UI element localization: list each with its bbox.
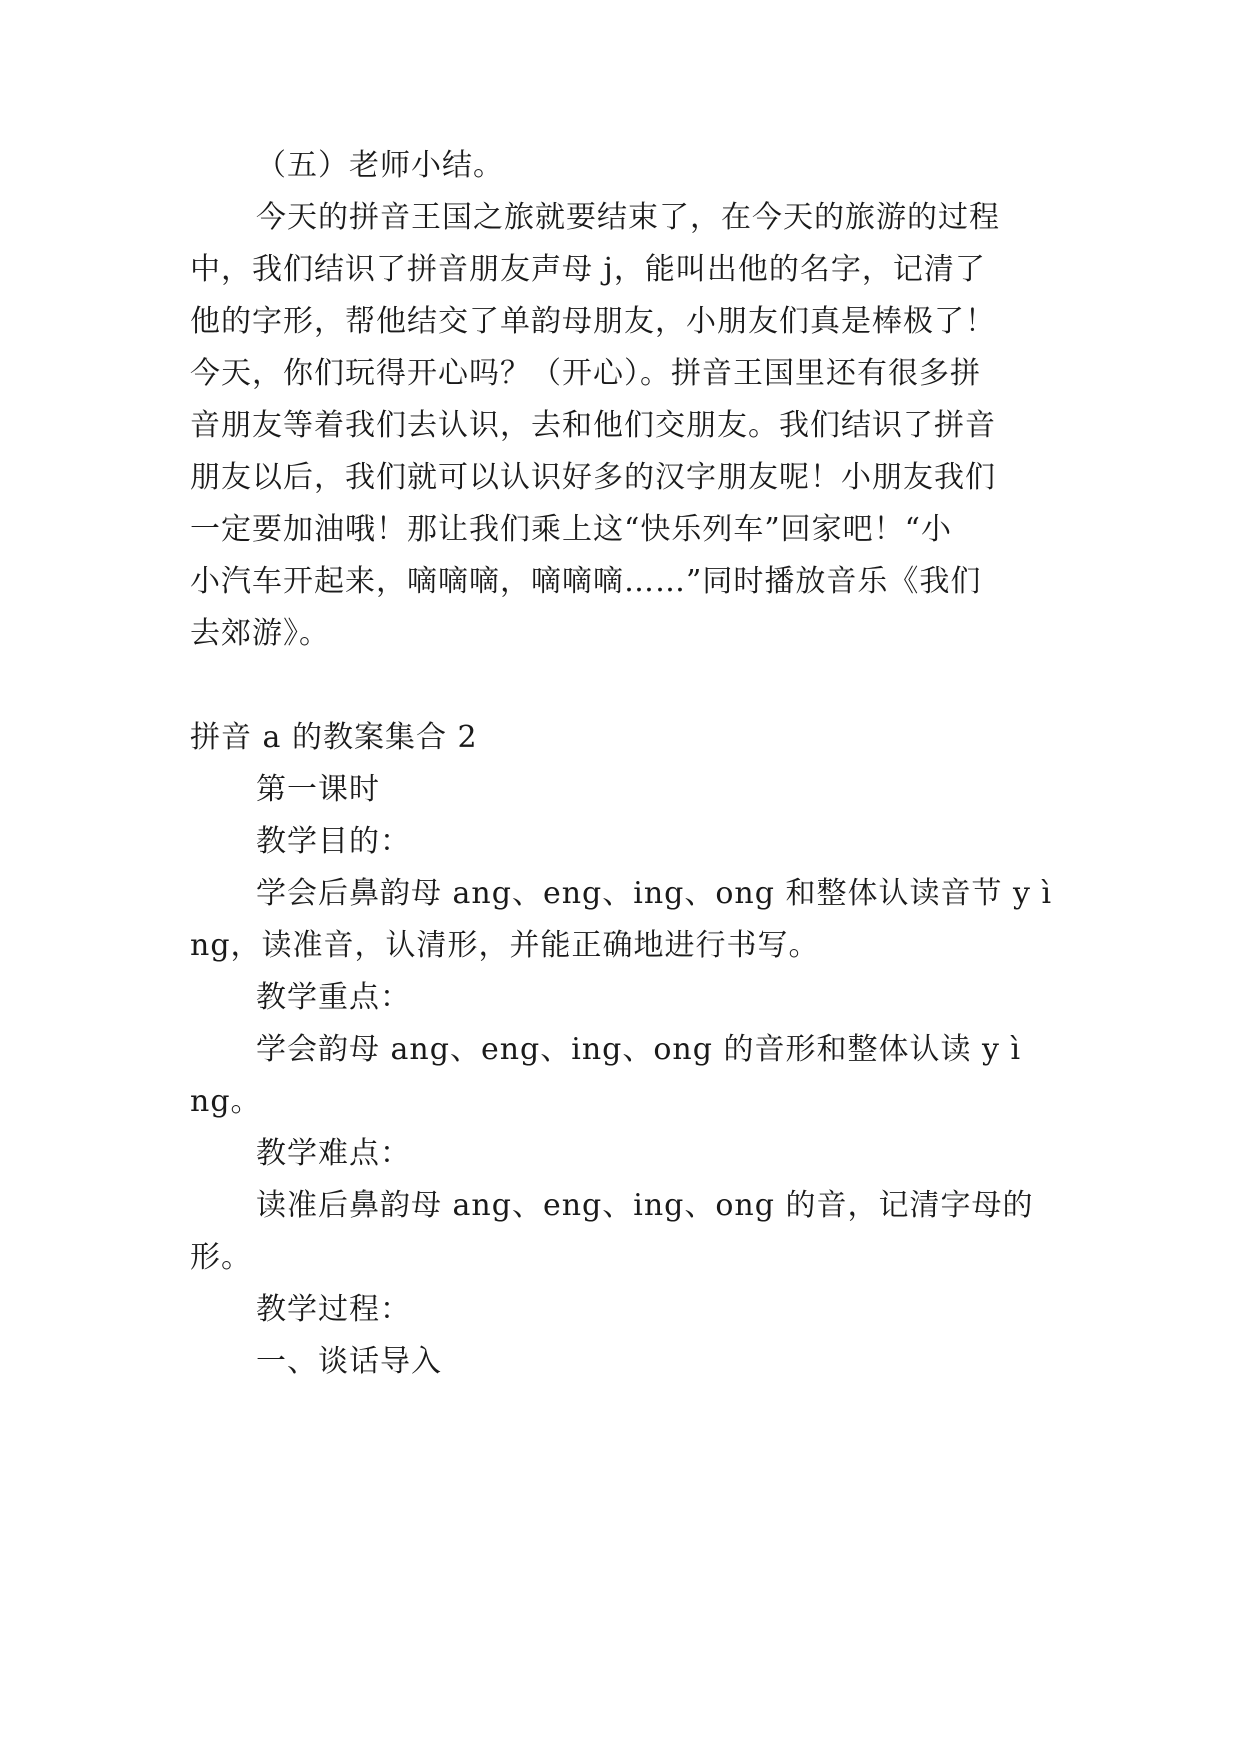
paragraph-line: 音朋友等着我们去认识，去和他们交朋友。我们结识了拼音 [190, 408, 996, 443]
paragraph-line: 朋友以后，我们就可以认识好多的汉字朋友呢！小朋友我们 [190, 460, 996, 495]
key-point-line: ng。 [190, 1084, 262, 1119]
process-label: 教学过程： [256, 1292, 411, 1327]
key-point-line: 学会韵母 ang、eng、ing、ong 的音形和整体认读 y ì [256, 1032, 1022, 1067]
process-step: 一、谈话导入 [256, 1344, 442, 1379]
paragraph-line: 他的字形，帮他结交了单韵母朋友，小朋友们真是棒极了！ [190, 304, 996, 339]
lesson-title: 拼音 a 的教案集合 2 [190, 720, 478, 755]
difficulty-label: 教学难点： [256, 1136, 411, 1171]
section-heading: （五）老师小结。 [256, 148, 504, 183]
paragraph-line: 去郊游》。 [190, 616, 330, 651]
lesson-period: 第一课时 [256, 772, 380, 807]
objective-line: ng，读准音，认清形，并能正确地进行书写。 [190, 928, 820, 963]
difficulty-line: 形。 [190, 1240, 252, 1275]
paragraph-line: 中，我们结识了拼音朋友声母 j，能叫出他的名字，记清了 [190, 252, 986, 287]
objective-label: 教学目的： [256, 824, 411, 859]
objective-line: 学会后鼻韵母 ang、eng、ing、ong 和整体认读音节 y ì [256, 876, 1053, 911]
difficulty-line: 读准后鼻韵母 ang、eng、ing、ong 的音，记清字母的 [256, 1188, 1034, 1223]
paragraph-line: 小汽车开起来，嘀嘀嘀，嘀嘀嘀……”同时播放音乐《我们 [190, 564, 982, 599]
paragraph-line: 一定要加油哦！那让我们乘上这“快乐列车”回家吧！“小 [190, 512, 953, 547]
paragraph-line: 今天，你们玩得开心吗？（开心）。拼音王国里还有很多拼 [190, 356, 981, 391]
paragraph-line: 今天的拼音王国之旅就要结束了，在今天的旅游的过程 [256, 200, 1000, 235]
key-point-label: 教学重点： [256, 980, 411, 1015]
